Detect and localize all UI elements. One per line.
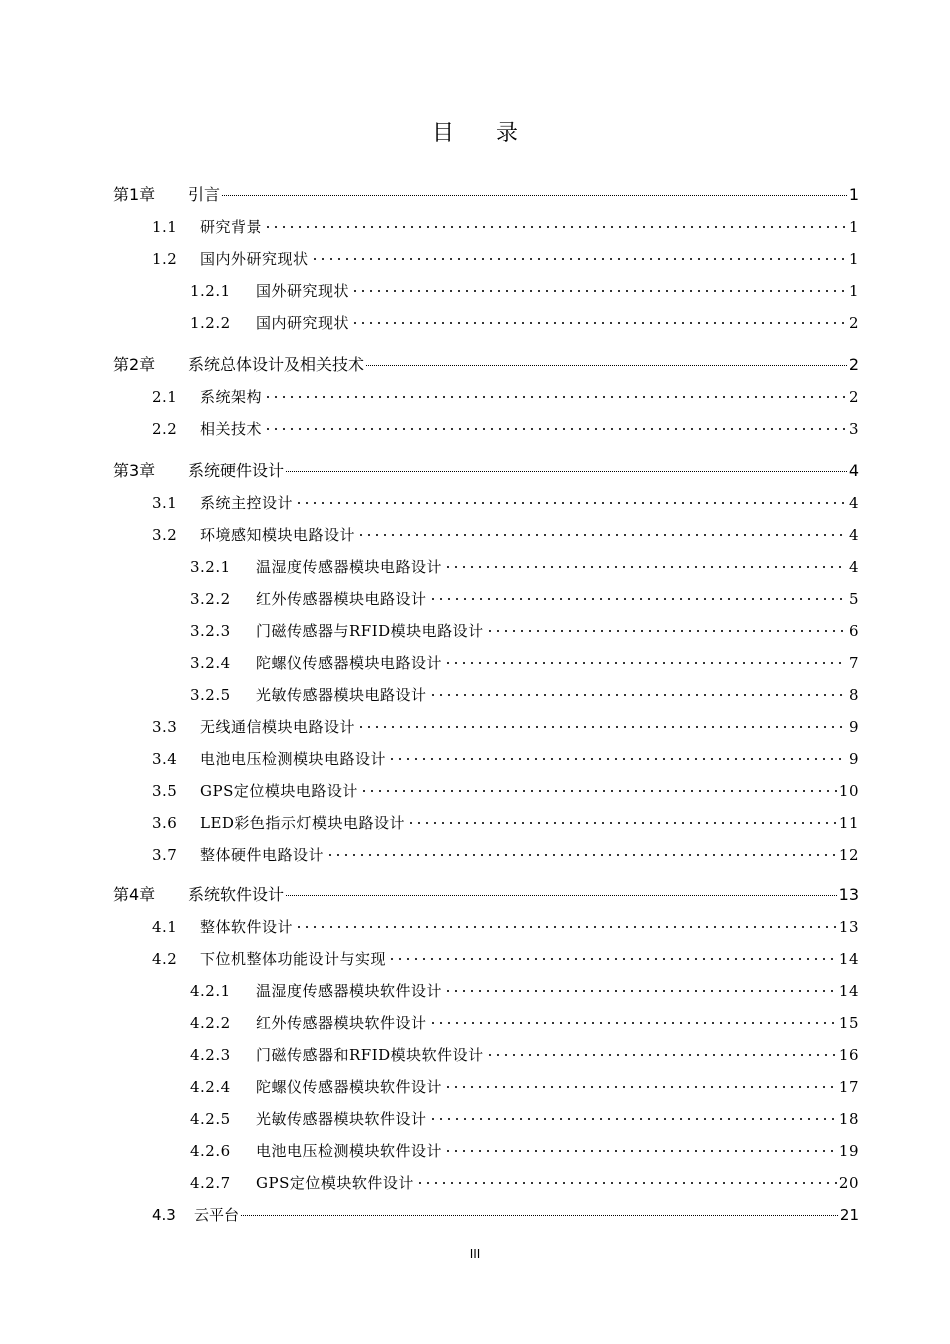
entry-label: 温湿度传感器模块软件设计 bbox=[256, 982, 443, 1000]
toc-entry[interactable] bbox=[152, 916, 859, 938]
entry-number: 4.2.1 bbox=[190, 982, 231, 1000]
entry-number: 第3章 bbox=[113, 461, 156, 480]
toc-entry[interactable] bbox=[152, 524, 859, 546]
dot-leader bbox=[286, 470, 847, 472]
entry-page: 10 bbox=[838, 782, 859, 800]
dot-leader bbox=[429, 598, 847, 600]
entry-page: 2 bbox=[848, 388, 859, 406]
entry-label: 无线通信模块电路设计 bbox=[200, 718, 356, 736]
entry-label: 系统总体设计及相关技术 bbox=[188, 355, 365, 374]
entry-page: 8 bbox=[848, 686, 859, 704]
entry-label: 下位机整体功能设计与实现 bbox=[200, 950, 387, 968]
toc-entry[interactable] bbox=[190, 588, 859, 610]
entry-number: 3.2.2 bbox=[190, 590, 231, 608]
entry-number: 4.2 bbox=[152, 950, 178, 968]
toc-entry[interactable] bbox=[190, 980, 859, 1002]
entry-label: 系统主控设计 bbox=[200, 494, 294, 512]
entry-page: 21 bbox=[839, 1206, 859, 1224]
entry-page: 14 bbox=[838, 982, 859, 1000]
toc-entry[interactable] bbox=[152, 492, 859, 514]
entry-label: 光敏传感器模块电路设计 bbox=[256, 686, 427, 704]
dot-leader bbox=[357, 726, 847, 728]
entry-number: 3.5 bbox=[152, 782, 178, 800]
entry-label: 系统硬件设计 bbox=[188, 461, 285, 480]
entry-number: 3.2.4 bbox=[190, 654, 231, 672]
dot-leader bbox=[295, 926, 837, 928]
entry-number: 3.7 bbox=[152, 846, 178, 864]
entry-page: 18 bbox=[838, 1110, 859, 1128]
entry-label: 相关技术 bbox=[200, 420, 263, 438]
dot-leader bbox=[264, 396, 847, 398]
dot-leader bbox=[429, 694, 847, 696]
entry-page: 20 bbox=[838, 1174, 859, 1192]
toc-entry[interactable] bbox=[113, 184, 859, 206]
dot-leader bbox=[486, 1054, 837, 1056]
dot-leader bbox=[326, 854, 837, 856]
entry-page: 4 bbox=[848, 558, 859, 576]
entry-label: 系统软件设计 bbox=[188, 885, 285, 904]
entry-page: 12 bbox=[838, 846, 859, 864]
entry-label: 系统架构 bbox=[200, 388, 263, 406]
entry-label: 陀螺仪传感器模块电路设计 bbox=[256, 654, 443, 672]
dot-leader bbox=[357, 534, 847, 536]
entry-label: 门磁传感器和RFID模块软件设计 bbox=[256, 1046, 484, 1064]
toc-entry[interactable] bbox=[152, 418, 859, 440]
entry-number: 3.4 bbox=[152, 750, 178, 768]
entry-number: 1.1 bbox=[152, 218, 178, 236]
entry-number: 2.1 bbox=[152, 388, 178, 406]
entry-page: 14 bbox=[838, 950, 859, 968]
toc-entry[interactable] bbox=[152, 716, 859, 738]
dot-leader bbox=[444, 1086, 837, 1088]
toc-entry[interactable] bbox=[190, 1044, 859, 1066]
dot-leader bbox=[429, 1022, 837, 1024]
entry-number: 4.2.7 bbox=[190, 1174, 231, 1192]
entry-label: 红外传感器模块电路设计 bbox=[256, 590, 427, 608]
entry-page: 2 bbox=[848, 314, 859, 332]
entry-label: LED彩色指示灯模块电路设计 bbox=[200, 814, 405, 832]
dot-leader bbox=[366, 364, 847, 366]
toc-entry[interactable] bbox=[152, 748, 859, 770]
dot-leader bbox=[222, 194, 847, 196]
toc-entry[interactable] bbox=[190, 1140, 859, 1162]
dot-leader bbox=[264, 428, 847, 430]
entry-page: 9 bbox=[848, 718, 859, 736]
entry-label: 环境感知模块电路设计 bbox=[200, 526, 356, 544]
entry-label: 整体软件设计 bbox=[200, 918, 294, 936]
entry-page: 1 bbox=[848, 185, 859, 204]
entry-page: 3 bbox=[848, 420, 859, 438]
dot-leader bbox=[416, 1182, 837, 1184]
entry-number: 1.2.1 bbox=[190, 282, 231, 300]
entry-page: 4 bbox=[848, 526, 859, 544]
toc-entry[interactable] bbox=[152, 812, 859, 834]
toc-entry[interactable] bbox=[152, 780, 859, 802]
entry-label: 门磁传感器与RFID模块电路设计 bbox=[256, 622, 484, 640]
entry-page: 2 bbox=[848, 355, 859, 374]
entry-label: 红外传感器模块软件设计 bbox=[256, 1014, 427, 1032]
dot-leader bbox=[444, 1150, 837, 1152]
dot-leader bbox=[241, 1214, 838, 1216]
toc-entry[interactable] bbox=[152, 844, 859, 866]
entry-page: 19 bbox=[838, 1142, 859, 1160]
dot-leader bbox=[388, 958, 837, 960]
dot-leader bbox=[388, 758, 847, 760]
entry-label: 国内外研究现状 bbox=[200, 250, 309, 268]
entry-label: 云平台 bbox=[194, 1206, 240, 1224]
entry-number: 第4章 bbox=[113, 885, 156, 904]
entry-number: 3.2.1 bbox=[190, 558, 231, 576]
dot-leader bbox=[311, 258, 847, 260]
entry-label: GPS定位模块电路设计 bbox=[200, 782, 358, 800]
toc-entry[interactable] bbox=[190, 1172, 859, 1194]
dot-leader bbox=[360, 790, 837, 792]
entry-number: 4.2.4 bbox=[190, 1078, 231, 1096]
dot-leader bbox=[486, 630, 847, 632]
entry-number: 4.2.2 bbox=[190, 1014, 231, 1032]
entry-number: 3.2 bbox=[152, 526, 178, 544]
entry-page: 1 bbox=[848, 282, 859, 300]
entry-number: 3.6 bbox=[152, 814, 178, 832]
entry-number: 4.2.6 bbox=[190, 1142, 231, 1160]
toc-entry[interactable] bbox=[113, 460, 859, 482]
dot-leader bbox=[264, 226, 847, 228]
entry-label: 温湿度传感器模块电路设计 bbox=[256, 558, 443, 576]
dot-leader bbox=[295, 502, 847, 504]
toc-entry[interactable] bbox=[152, 248, 859, 270]
entry-label: 引言 bbox=[188, 185, 221, 204]
toc-entry[interactable] bbox=[152, 1204, 859, 1226]
toc-entry[interactable] bbox=[113, 884, 859, 906]
entry-number: 4.2.5 bbox=[190, 1110, 231, 1128]
dot-leader bbox=[444, 566, 847, 568]
entry-number: 3.3 bbox=[152, 718, 178, 736]
entry-number: 3.2.3 bbox=[190, 622, 231, 640]
entry-label: 电池电压检测模块电路设计 bbox=[200, 750, 387, 768]
entry-label: 电池电压检测模块软件设计 bbox=[256, 1142, 443, 1160]
entry-number: 3.2.5 bbox=[190, 686, 231, 704]
entry-page: 11 bbox=[838, 814, 859, 832]
toc-entry[interactable] bbox=[152, 948, 859, 970]
entry-page: 6 bbox=[848, 622, 859, 640]
entry-number: 4.3 bbox=[152, 1206, 176, 1224]
dot-leader bbox=[351, 290, 847, 292]
entry-number: 2.2 bbox=[152, 420, 178, 438]
toc-title: 目录 bbox=[431, 121, 560, 146]
toc-entry[interactable] bbox=[152, 216, 859, 238]
toc-entry[interactable] bbox=[190, 652, 859, 674]
entry-label: 整体硬件电路设计 bbox=[200, 846, 325, 864]
entry-label: 研究背景 bbox=[200, 218, 263, 236]
toc-entry[interactable] bbox=[190, 1012, 859, 1034]
toc-entry[interactable] bbox=[190, 312, 859, 334]
toc-entry[interactable] bbox=[190, 620, 859, 642]
entry-number: 1.2 bbox=[152, 250, 178, 268]
entry-page: 4 bbox=[848, 494, 859, 512]
entry-page: 7 bbox=[848, 654, 859, 672]
entry-label: 光敏传感器模块软件设计 bbox=[256, 1110, 427, 1128]
entry-number: 第1章 bbox=[113, 185, 156, 204]
entry-number: 3.1 bbox=[152, 494, 178, 512]
dot-leader bbox=[444, 662, 847, 664]
entry-number: 4.2.3 bbox=[190, 1046, 231, 1064]
entry-page: 1 bbox=[848, 218, 859, 236]
entry-page: 13 bbox=[838, 918, 859, 936]
dot-leader bbox=[429, 1118, 837, 1120]
entry-page: 17 bbox=[838, 1078, 859, 1096]
toc-entry[interactable] bbox=[152, 386, 859, 408]
entry-label: 国外研究现状 bbox=[256, 282, 350, 300]
entry-label: GPS定位模块软件设计 bbox=[256, 1174, 414, 1192]
entry-label: 国内研究现状 bbox=[256, 314, 350, 332]
dot-leader bbox=[407, 822, 837, 824]
entry-page: 16 bbox=[838, 1046, 859, 1064]
toc-entry[interactable] bbox=[190, 1108, 859, 1130]
page-number-footer: III bbox=[469, 1247, 481, 1261]
entry-page: 5 bbox=[848, 590, 859, 608]
dot-leader bbox=[351, 322, 847, 324]
entry-label: 陀螺仪传感器模块软件设计 bbox=[256, 1078, 443, 1096]
dot-leader bbox=[444, 990, 837, 992]
entry-number: 1.2.2 bbox=[190, 314, 231, 332]
toc-entry[interactable] bbox=[190, 684, 859, 706]
entry-number: 第2章 bbox=[113, 355, 156, 374]
toc-entry[interactable] bbox=[190, 556, 859, 578]
entry-page: 4 bbox=[848, 461, 859, 480]
toc-entry[interactable] bbox=[190, 280, 859, 302]
entry-page: 15 bbox=[838, 1014, 859, 1032]
toc-entry[interactable] bbox=[190, 1076, 859, 1098]
entry-number: 4.1 bbox=[152, 918, 178, 936]
entry-page: 13 bbox=[838, 885, 859, 904]
entry-page: 1 bbox=[848, 250, 859, 268]
dot-leader bbox=[286, 894, 837, 896]
toc-entry[interactable] bbox=[113, 354, 859, 376]
entry-page: 9 bbox=[848, 750, 859, 768]
